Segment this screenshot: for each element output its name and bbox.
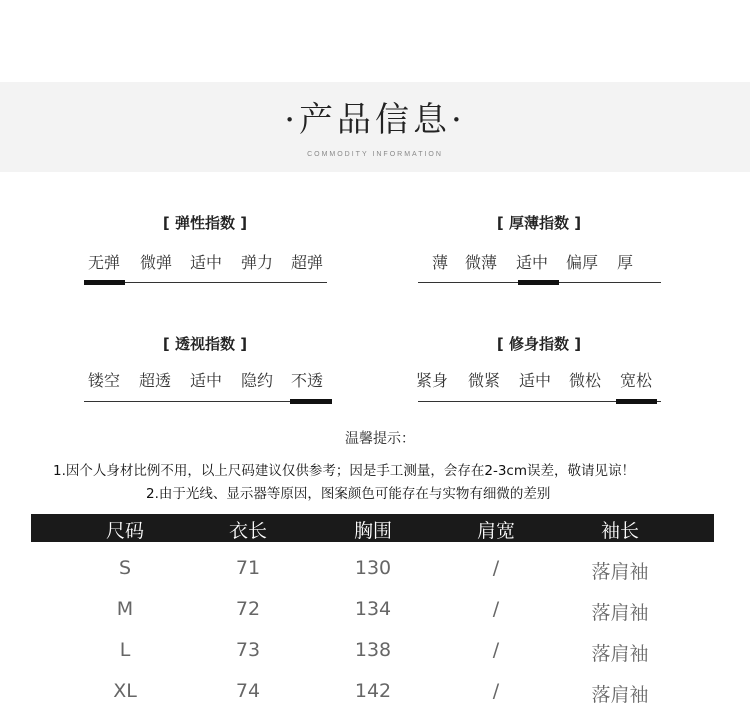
cell-size: M <box>116 598 134 620</box>
index-title: [ 厚薄指数 ] <box>496 214 582 232</box>
product-info-banner <box>0 82 750 172</box>
index-option: 超弹 <box>291 253 324 272</box>
cell-sleeve: 落肩袖 <box>591 602 649 624</box>
cell-length: 73 <box>235 639 261 661</box>
header-chest: 胸围 <box>353 520 393 542</box>
cell-sleeve: 落肩袖 <box>591 684 649 706</box>
index-option: 宽松 <box>620 371 653 390</box>
cell-sleeve: 落肩袖 <box>591 561 649 583</box>
banner-title: ·产品信息· <box>284 100 466 140</box>
cell-size: L <box>119 639 131 661</box>
table-row <box>31 557 714 598</box>
index-option: 偏厚 <box>566 253 599 272</box>
cell-shoulder: / <box>492 557 500 579</box>
index-title: [ 弹性指数 ] <box>162 214 248 232</box>
cell-sleeve: 落肩袖 <box>591 643 649 665</box>
cell-chest: 142 <box>354 680 392 702</box>
header-size: 尺码 <box>105 520 145 542</box>
cell-length: 74 <box>235 680 261 702</box>
index-selected-marker <box>84 280 125 285</box>
size-table-header <box>31 514 714 542</box>
index-option: 适中 <box>519 371 552 390</box>
tips-line-2: 2.由于光线、显示器等原因，图案颜色可能存在与实物有细微的差别 <box>146 486 551 502</box>
index-selected-marker <box>290 399 332 404</box>
index-option: 隐约 <box>241 371 274 390</box>
index-option: 微薄 <box>465 253 498 272</box>
cell-shoulder: / <box>492 680 500 702</box>
index-option: 无弹 <box>88 253 121 272</box>
banner-subtitle: COMMODITY INFORMATION <box>307 151 443 158</box>
cell-shoulder: / <box>492 639 500 661</box>
cell-size: S <box>118 557 132 579</box>
index-option: 薄 <box>432 253 449 272</box>
table-row <box>31 639 714 680</box>
header-sleeve: 袖长 <box>600 520 640 542</box>
cell-length: 71 <box>235 557 261 579</box>
index-option: 厚 <box>617 253 634 272</box>
cell-size: XL <box>113 680 137 702</box>
index-title: [ 透视指数 ] <box>162 335 248 353</box>
table-row <box>31 680 714 721</box>
index-option: 紧身 <box>416 371 449 390</box>
index-option: 镂空 <box>88 371 121 390</box>
index-option: 弹力 <box>241 253 274 272</box>
cell-shoulder: / <box>492 598 500 620</box>
index-option: 适中 <box>190 371 223 390</box>
tips-line-1: 1.因个人身材比例不用，以上尺码建议仅供参考；因是手工测量，会存在2-3cm误差，敬请见谅！ <box>53 463 636 479</box>
index-option: 适中 <box>516 253 549 272</box>
index-title: [ 修身指数 ] <box>496 335 582 353</box>
index-option: 超透 <box>139 371 172 390</box>
index-option: 微弹 <box>140 253 173 272</box>
cell-chest: 138 <box>354 639 392 661</box>
table-row <box>31 598 714 639</box>
index-selected-marker <box>616 399 657 404</box>
header-shoulder: 肩宽 <box>476 520 516 542</box>
index-selected-marker <box>518 280 559 285</box>
index-option: 不透 <box>291 371 324 390</box>
tips-title: 温馨提示： <box>345 431 415 447</box>
index-option: 适中 <box>190 253 223 272</box>
header-length: 衣长 <box>228 520 268 542</box>
cell-length: 72 <box>235 598 261 620</box>
index-option: 微紧 <box>468 371 501 390</box>
cell-chest: 134 <box>354 598 392 620</box>
cell-chest: 130 <box>354 557 392 579</box>
index-option: 微松 <box>569 371 602 390</box>
